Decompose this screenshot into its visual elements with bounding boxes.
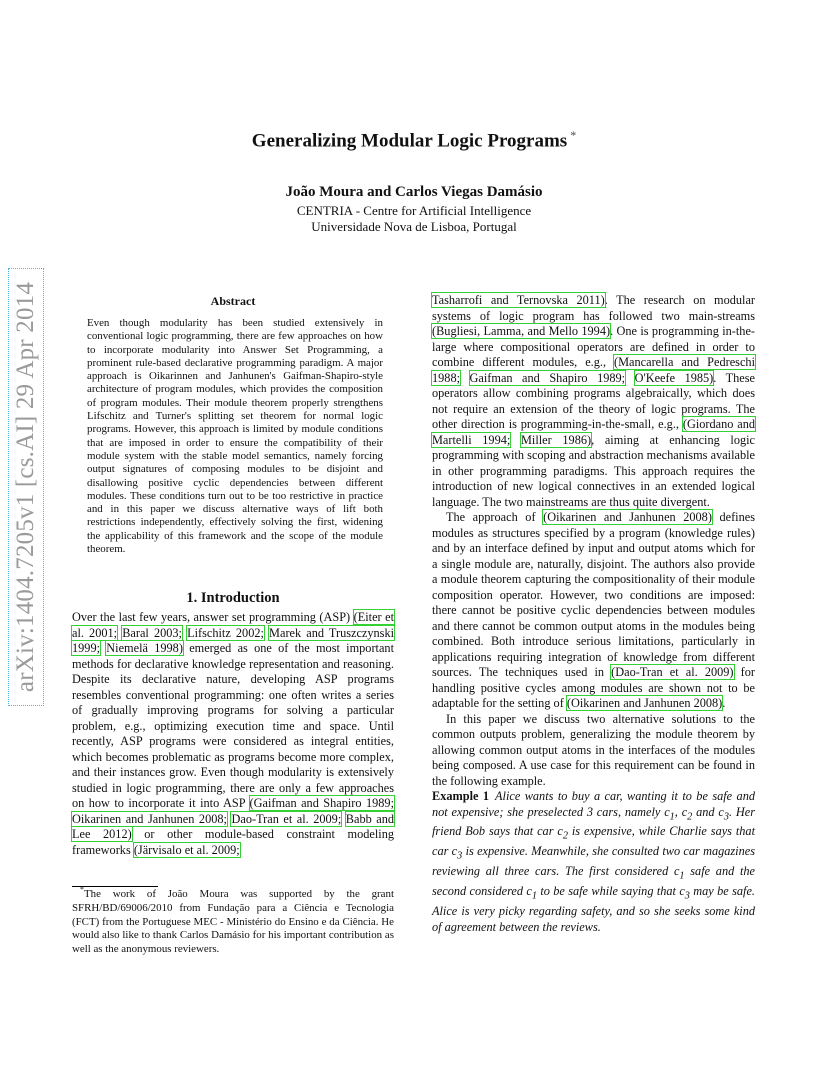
paper-title-block — [0, 128, 828, 152]
citation-link[interactable]: (Mancarella and Pedreschi 1988; — [432, 355, 755, 385]
citation-link[interactable]: (Giordano and Martelli 1994; — [432, 417, 755, 447]
citation-link[interactable]: Niemelä 1998) — [106, 641, 183, 655]
arxiv-identifier-stamp — [8, 268, 44, 706]
intro-paragraph-3: In this paper we discuss two alternative solutions to the common outputs problem, generalizing the module theorem by allowing common output atoms in the interfaces of the modules being composed. A use case for this requirement can be found in the following example. — [432, 711, 755, 788]
citation-link[interactable]: (Eiter et al. 2001; — [72, 610, 394, 640]
footnote-rule — [72, 886, 158, 887]
affiliation-line-2: Universidade Nova de Lisboa, Portugal — [311, 219, 517, 234]
arxiv-id-text: arXiv:1404.7205v1 [cs.AI] 29 Apr 2014 — [12, 281, 39, 693]
citation-link[interactable]: Baral 2003; — [122, 625, 182, 640]
citation-link[interactable]: Dao-Tran et al. 2009; — [231, 811, 342, 826]
abstract-text: Even though modularity has been studied extensively in conventional logic programming, there are few approaches on how to incorporate modularity into Answer Set Programming, a prominent rule-based declarative programming paradigm. A major approach is Oikarinnen and Janhunen's Gaifman-Shapiro-style architecture of program modules, which provides the composition of program modules. Their module theorem properly strengthens Lifschitz and Turner's splitting set theorem for normal logic programs. However, this approach is limited by module conditions that are imposed in order to ensure the compatibility of their module system with the stable model semantics, namely forcing output signatures of composing modules to be disjoint and disallowing positive cyclic dependencies between different modules. These conditions turn out to be too restrictive in practice and in this paper we discuss alternative ways of lift both restrictions independently, effectively solving the first, widening the applicability of this framework and the scope of the module theorem. — [87, 317, 383, 556]
example-1 — [432, 789, 755, 935]
citation-link[interactable]: (Bugliesi, Lamma, and Mello 1994) — [432, 324, 611, 338]
affiliation-line-1: CENTRIA - Centre for Artificial Intelligence — [296, 203, 532, 218]
citation-link[interactable]: Tasharrofi and Ternovska 2011) — [432, 293, 605, 307]
citation-link[interactable]: (Dao-Tran et al. 2009) — [611, 665, 734, 679]
footnote — [72, 885, 394, 957]
footnote-text: The work of João Moura was supported by the grant SFRH/BD/69006/2010 from Fundação para a Ciência e Tecnologia (FCT) from the Portuguese MEC - Ministério do Ensino e da Ciência. He would also like to thank Carlos Damásio for his important contribution as well as the anonymous reviewers. — [72, 888, 394, 956]
example-label: Example 1 — [432, 789, 490, 803]
footnote-mark: * — [80, 885, 84, 895]
citation-link[interactable]: Gaifman and Shapiro 1989; — [469, 370, 626, 385]
left-column — [72, 610, 394, 858]
citation-link[interactable]: Oikarinen and Janhunen 2008; — [72, 811, 227, 826]
citation-link[interactable]: Lifschitz 2002; — [187, 625, 264, 640]
right-column — [432, 293, 755, 935]
intro-paragraph-1-part-a: Over the last few years, answer set programming (ASP) (Eiter et al. 2001; Baral 2003; Lifschitz 2002; Marek and Truszczynski 1999; Niemelä 1998) emerged as one of the most important methods for declarative knowledge representation and reasoning. Despite its declarative nature, developing ASP programs resembles conventional programming: one often writes a series of gradually improving programs for solving a particular problem, e.g., optimizing execution time and space. Until recently, ASP programs were considered as integral entities, which becomes problematic as programs become more complex, and their instances grow. Even though modularity is extensively studied in logic programming, there are only a few approaches on how to incorporate it into ASP (Gaifman and Shapiro 1989; Oikarinen and Janhunen 2008; Dao-Tran et al. 2009; Babb and Lee 2012) or other module-based constraint modeling frameworks (Järvisalo et al. 2009; — [72, 610, 395, 857]
paper-title: Generalizing Modular Logic Programs — [251, 130, 568, 152]
citation-link[interactable]: (Oikarinen and Janhunen 2008) — [543, 510, 712, 524]
citation-link[interactable]: (Oikarinen and Janhunen 2008) — [566, 696, 723, 710]
example-text: Alice wants to buy a car, wanting it to be safe and not expensive; she preselected 3 cars, namely $c_1$, $c_2$ and $c_3$. Her friend Bob says that car $c_2$ is expensive, while Charlie says that car $c_3$ is expensive. Meanwhile, she consulted two car magazines reviewing all three cars. The first considered $c_1$ safe and the second considered $c_1$ to be safe while saying that $c_3$ may be safe. Alice is very picky regarding safety, and so she seeks some kind of agreement between the reviews. — [432, 789, 755, 934]
citation-link[interactable]: Babb and Lee 2012) — [72, 811, 395, 841]
citation-link[interactable]: O'Keefe 1985) — [634, 370, 714, 385]
title-footnote-mark: * — [570, 128, 577, 142]
citation-link[interactable]: (Järvisalo et al. 2009; — [133, 842, 240, 857]
abstract-heading: Abstract — [210, 294, 256, 308]
citation-link[interactable]: Marek and Truszczynski 1999; — [72, 625, 395, 655]
paper-authors: João Moura and Carlos Viegas Damásio — [285, 184, 543, 200]
citation-link[interactable]: (Gaifman and Shapiro 1989; — [249, 796, 394, 810]
intro-paragraph-2: The approach of (Oikarinen and Janhunen 2008) defines modules as structures specified by a program (knowledge rules) and by an interface defined by input and output atoms which for a single module are, naturally, disjoint. The authors also provide a module theorem capturing the compositionality of their module composition operator. However, two conditions are imposed: there cannot be positive cyclic dependencies between modules and there cannot be common output atoms in the modules being combined. Both introduce serious limitations, particularly in applications requiring integration of knowledge from different sources. The techniques used in (Dao-Tran et al. 2009) for handling positive cycles among modules are shown not to be adaptable for the setting of (Oikarinen and Janhunen 2008). — [432, 510, 755, 710]
section-heading-introduction: 1. Introduction — [186, 590, 280, 606]
intro-paragraph-1-part-b: Tasharrofi and Ternovska 2011). The research on modular systems of logic program has followed two main-streams (Bugliesi, Lamma, and Mello 1994). One is programming in-the-large where compositional operators are defined in order to combine different modules, e.g., (Mancarella and Pedreschi 1988; Gaifman and Shapiro 1989; O'Keefe 1985). These operators allow combining programs algebraically, which does not require an extension of the theory of logic programs. The other direction is programming-in-the-small, e.g., (Giordano and Martelli 1994; Miller 1986), aiming at enhancing logic programming with scoping and abstraction mechanisms available in other programming paradigms. This approach requires the introduction of new logical connectives in an extended logical language. The two mainstreams are thus quite divergent. — [432, 293, 756, 509]
citation-link[interactable]: Miller 1986) — [520, 432, 592, 447]
